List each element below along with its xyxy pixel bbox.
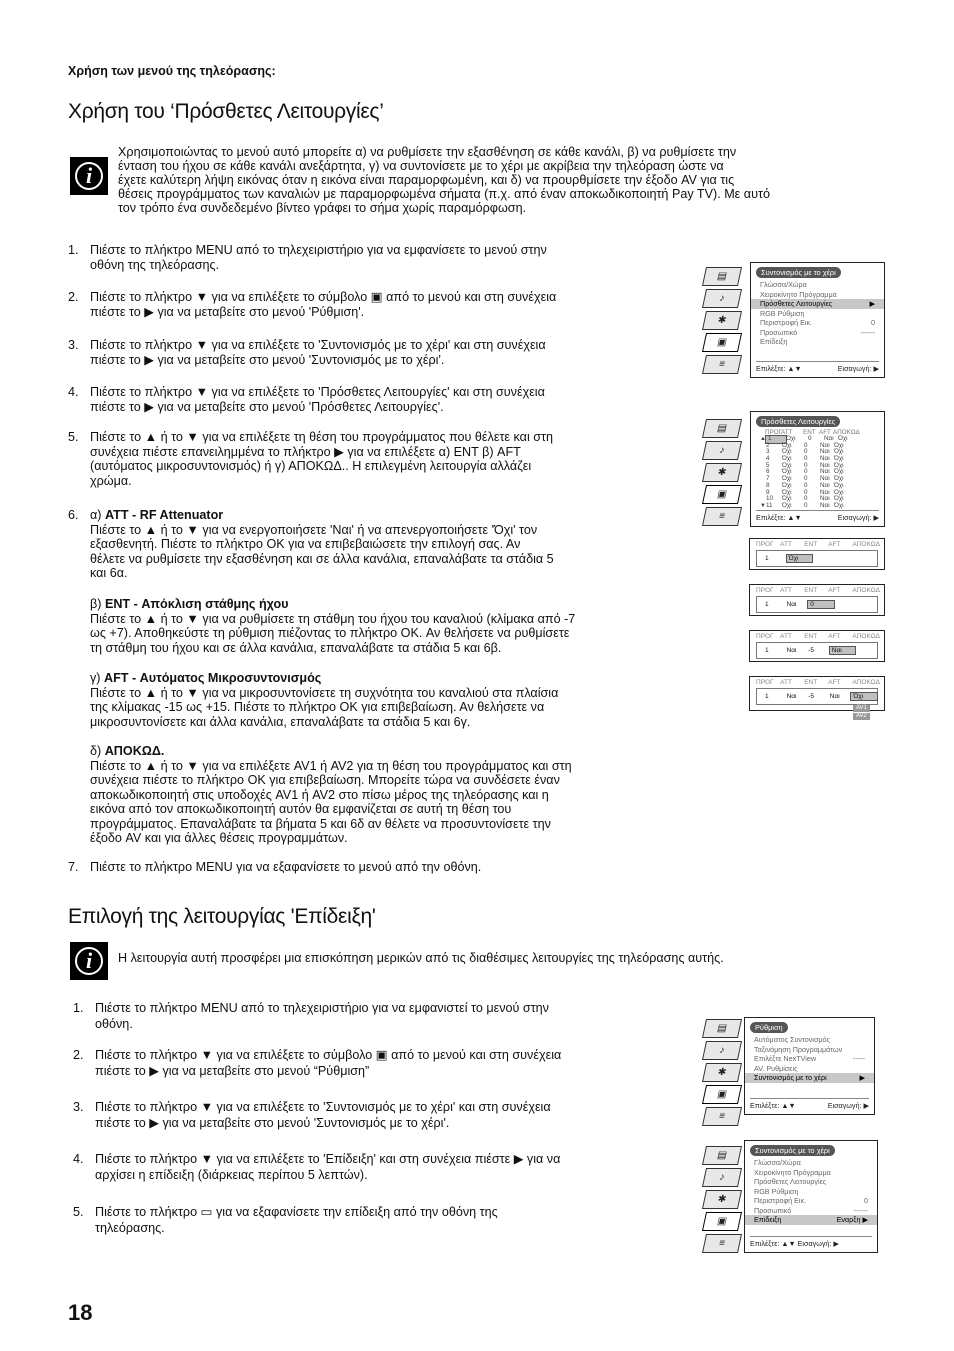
table-cell: Όχι — [782, 475, 792, 483]
menu-footer: Επιλέξτε: ▲▼ Εισαγωγή: ▶ — [750, 1098, 869, 1110]
table-cell: Όχι — [834, 441, 844, 449]
menu-item-value: ----- — [853, 1054, 865, 1063]
strip-cell: Ναι — [786, 647, 797, 654]
table-cell: 0 — [804, 501, 808, 509]
info-icon-2: i — [70, 942, 108, 980]
table-cell: 0 — [804, 488, 808, 496]
table-cell: 1 — [766, 436, 786, 443]
strip-header — [750, 585, 884, 594]
table-cell: Όχι — [782, 468, 792, 476]
intro-line: θέσεις προγράμματος των καναλιών με παραμορφωμένα σήματα (π.χ. από έναν αποκωδικοποιητή Pay TV). Με αυτό — [118, 187, 770, 201]
step-text — [95, 1100, 683, 1131]
menu-item — [751, 337, 884, 347]
table-cell: Ναι — [820, 455, 830, 463]
step-line: αρχίσει η επίδειξη (διάρκειας περίπου 5 λεπτών). — [95, 1167, 368, 1182]
menu-item — [745, 1054, 874, 1064]
table-cell: 0 — [804, 481, 808, 489]
info-icon: i — [70, 157, 108, 195]
program-table — [751, 429, 884, 510]
table-row — [751, 449, 884, 456]
strip-cell: 0 — [808, 601, 834, 608]
step-line: πιέστε το ▶ για να μεταβείτε στο μενού 'Πρόσθετες Λειτουργίες'. — [90, 399, 444, 414]
step-line: Πιέστε το πλήκτρο ▼ για να επιλέξετε το σύμβολο ▣ από το μενού και στη συνέχεια — [95, 1048, 562, 1062]
sound-icon: ♪ — [702, 441, 742, 460]
strip-cell: Ναι — [829, 693, 840, 700]
column-header: AFT — [819, 429, 831, 436]
step-number: 4. — [68, 385, 79, 399]
menu-panel — [744, 1017, 875, 1115]
table-cell: Ναι — [820, 488, 830, 496]
menu-item — [751, 309, 884, 319]
menu-item — [751, 290, 884, 300]
substep-title: ENT - Απόκλιση στάθμης ήχου — [104, 597, 289, 611]
step-line: πιέστε το ▶ για να μεταβείτε στο μενού 'Συντονισμός με το χέρι'. — [90, 352, 445, 367]
picture-icon: ▤ — [702, 1146, 742, 1165]
step-line: οθόνη της τηλεόρασης. — [90, 257, 220, 272]
menu-item-label: Χειροκίνητο Πρόγραμμα — [760, 289, 837, 299]
menu-item — [751, 280, 884, 290]
table-cell: Ναι — [820, 468, 830, 476]
menu-item-value: ▶ — [859, 1073, 865, 1082]
strip-dropdown-option: AV1 — [853, 705, 870, 712]
picture-icon: ▤ — [702, 419, 742, 438]
menu-item-label: Επιλέξτε NexTView — [754, 1054, 817, 1063]
table-cell: Ναι — [820, 481, 830, 489]
table-cell: Ναι — [820, 495, 830, 503]
table-row — [751, 469, 884, 476]
menu-items — [751, 280, 884, 347]
menu-items — [745, 1035, 874, 1083]
menu-item — [745, 1035, 874, 1045]
strip-column-header: ΑΠΟΚΩΔ — [852, 541, 880, 548]
step-text — [95, 1001, 683, 1032]
strip-column-header: ATT — [780, 587, 792, 594]
menu-title: Συντονισμός με το χέρι — [756, 267, 841, 278]
step-line: Πιέστε το πλήκτρο ▭ για να εξαφανίσετε την επίδειξη από την οθόνη της — [95, 1205, 498, 1219]
table-cell: Όχι — [782, 501, 792, 509]
page-number: 18 — [68, 1300, 93, 1325]
step-line: Πιέστε το ▲ ή το ▼ για να μικροσυντονίσετε τη συχνότητα του καναλιού στα πλαίσια — [90, 685, 559, 700]
step-line: πιέστε το ▶ για να μεταβείτε στο μενού “Ρύθμιση” — [95, 1063, 370, 1078]
program-strip — [749, 584, 885, 616]
strip-cell: 1 — [765, 647, 769, 654]
step-number: 3. — [68, 338, 79, 352]
strip-cell: Όχι — [851, 693, 877, 700]
menu-title: Συντονισμός με το χέρι — [750, 1145, 835, 1156]
strip-column-header: AFT — [828, 541, 841, 548]
teletext-icon: ≡ — [702, 355, 742, 374]
step-text — [90, 430, 693, 488]
menu-items — [745, 1158, 877, 1225]
strip-values — [756, 642, 878, 659]
menu-item-label: Πρόσθετες Λειτουργίες — [760, 299, 833, 308]
menu-title: Ρύθμιση — [750, 1022, 788, 1033]
step-line: πιέστε το ▶ για να μεταβείτε στο μενού 'Συντονισμός με το χέρι'. — [95, 1115, 450, 1130]
step-line: (αυτόματος μικροσυντονισμός) ή γ) ΑΠΟΚΩΔ.. Η επιλεγμένη λειτουργία αλλάζει — [90, 459, 532, 473]
substep-heading — [90, 671, 693, 686]
table-row — [751, 436, 884, 443]
table-cell: Όχι — [782, 495, 792, 503]
row-arrow-icon: ▲ — [760, 436, 766, 442]
table-cell: 0 — [808, 435, 812, 442]
menu-footer: Επιλέξτε: ▲▼ Εισαγωγή: ▶ — [756, 510, 879, 522]
menu-item — [745, 1196, 877, 1206]
step-line: χρώμα. — [90, 473, 132, 488]
table-cell: 3 — [766, 448, 770, 456]
sound-icon: ♪ — [702, 1168, 742, 1187]
section-2-intro: Η λειτουργία αυτή προσφέρει μια επισκόπηση μερικών από τις διαθέσιμες λειτουργίες της τηλεόρασης αυτής. — [118, 951, 724, 965]
substep-title: ATT - RF Attenuator — [104, 508, 224, 522]
substep-prefix: β) — [90, 597, 105, 611]
features-icon: ✱ — [702, 1190, 742, 1209]
setup-icon: ▣ — [702, 1212, 742, 1231]
strip-column-header: ΠΡΟΓ — [756, 587, 774, 594]
setup-icon: ▣ — [702, 1085, 742, 1104]
substep-prefix: α) — [90, 508, 105, 522]
step-line: προγράμματος. Επαναλάβατε τα βήματα 5 και 6δ αν θέλετε να προσυντονίσετε την — [90, 816, 551, 831]
menu-item-value: ▶ — [869, 299, 875, 308]
step-line: τηλεόρασης. — [95, 1220, 165, 1235]
step-line: Πιέστε το πλήκτρο ▼ για να επιλέξετε το 'Επίδειξη' και στη συνέχεια πιέστε ▶ για να — [95, 1152, 561, 1166]
menu-item-label: Γλώσσα/Χώρα — [760, 280, 807, 289]
sound-icon: ♪ — [702, 289, 742, 308]
table-cell: Ναι — [824, 435, 834, 442]
setup-icon: ▣ — [702, 485, 742, 504]
strip-column-header: ΑΠΟΚΩΔ — [852, 587, 880, 594]
menu-item — [745, 1045, 874, 1055]
step-line: θέλετε να ρυθμίσετε την εξασθένηση και σε άλλα κανάλια, επαναλάβατε τα στάδια 5 — [90, 551, 554, 566]
strip-header — [750, 539, 884, 548]
strip-column-header: ΠΡΟΓ — [756, 633, 774, 640]
menu-panel — [750, 262, 885, 378]
column-header: ATT — [781, 429, 793, 436]
strip-cell: Ναι — [830, 647, 856, 654]
strip-column-header: ATT — [780, 679, 792, 686]
step-line: Πιέστε το πλήκτρο ▼ για να επιλέξετε το 'Συντονισμός με το χέρι' και στη συνέχεια — [95, 1100, 551, 1114]
teletext-icon: ≡ — [702, 1234, 742, 1253]
strip-column-header: ΑΠΟΚΩΔ — [852, 679, 880, 686]
step-text — [95, 1152, 683, 1183]
strip-cell: 1 — [765, 693, 769, 700]
table-cell: Όχι — [834, 481, 844, 489]
strip-values — [756, 550, 878, 567]
step-line: Πιέστε το πλήκτρο ▼ για να επιλέξετε το 'Πρόσθετες Λειτουργίες' και στη συνέχεια — [90, 385, 545, 399]
menu-item — [745, 1177, 877, 1187]
substep-prefix: γ) — [90, 671, 104, 685]
strip-column-header: AFT — [828, 587, 841, 594]
strip-column-header: ΠΡΟΓ — [756, 679, 774, 686]
table-cell: 5 — [766, 461, 770, 469]
menu-item-value: 0 — [864, 1196, 868, 1205]
step-number: 1. — [68, 243, 79, 257]
step-text — [90, 860, 693, 875]
strip-cell: 1 — [765, 601, 769, 608]
step-text — [90, 243, 693, 272]
step-line: Πιέστε το πλήκτρο MENU από το τηλεχειριστήριο για να εμφανιστεί το μενού στην — [95, 1001, 549, 1015]
menu-item-label: Προσωπικό — [754, 1205, 792, 1215]
intro-line: τον τρόπο ένα συνδεδεμένο βίντεο γράφει το σήμα χωρίς παραμόρφωση. — [118, 201, 527, 215]
column-header: ENT — [803, 429, 816, 436]
program-strip — [749, 630, 885, 662]
substep-b — [90, 597, 693, 655]
table-row — [751, 456, 884, 463]
menu-item-label: Πρόσθετες Λειτουργίες — [754, 1177, 827, 1186]
picture-icon: ▤ — [702, 1019, 742, 1038]
menu-panel — [750, 411, 885, 527]
strip-header — [750, 631, 884, 640]
strip-cell: Όχι — [787, 555, 813, 562]
program-strip — [749, 676, 885, 719]
menu-item-label: Επίδειξη — [754, 1215, 782, 1224]
step-number: 2. — [68, 290, 79, 304]
strip-column-header: ENT — [804, 633, 818, 640]
menu-item-value: Εναρξη ▶ — [836, 1215, 868, 1224]
strip-column-header: ATT — [780, 633, 792, 640]
step-line: Πιέστε το ▲ ή το ▼ για να ρυθμίσετε τη στάθμη του ήχου του καναλιού (κλίμακα από -7 — [90, 611, 576, 626]
menu-item-label: RGB Ρύθμιση — [760, 308, 805, 318]
menu-item — [745, 1187, 877, 1197]
table-cell: Όχι — [834, 448, 844, 456]
menu-item-value: ------ — [860, 327, 875, 337]
table-cell: 0 — [804, 468, 808, 476]
table-cell: Όχι — [834, 501, 844, 509]
menu-item-label: Χειροκίνητο Πρόγραμμα — [754, 1167, 831, 1177]
table-cell: 7 — [766, 475, 770, 483]
table-row — [751, 503, 884, 510]
menu-item — [745, 1158, 877, 1168]
table-cell: Όχι — [782, 441, 792, 449]
section-2-title: Επιλογή της λειτουργίας 'Επίδειξη' — [68, 905, 376, 928]
menu-item — [745, 1064, 874, 1074]
strip-header — [750, 677, 884, 686]
menu-item — [745, 1168, 877, 1178]
step-text — [90, 385, 693, 414]
menu-item-label: RGB Ρύθμιση — [754, 1186, 799, 1196]
table-cell: Ναι — [820, 501, 830, 509]
step-line: μικροσυντονίσετε και άλλα κανάλια, επαναλάβατε τα στάδια 5 και 6γ. — [90, 714, 471, 729]
step-line: ως +7). Αποθηκεύστε τη ρύθμιση πιέζοντας το πλήκτρο OK. Αν θελήσετε να ρυθμίσετε — [90, 626, 570, 640]
substep-a — [90, 508, 693, 581]
features-icon: ✱ — [702, 463, 742, 482]
step-text — [95, 1205, 683, 1236]
step-line: εικόνα από τον αποκωδικοποιητή αυτόν θα εμφανίζεται σε αυτή τη θέση του — [90, 802, 512, 816]
step-line: συνέχεια πιέστε επανειλημμένα το πλήκτρο ▶ για να επιλέξετε α) ENT β) AFT — [90, 444, 521, 459]
step-text — [95, 1048, 683, 1079]
table-cell: 0 — [804, 475, 808, 483]
menu-item-label: Γλώσσα/Χώρα — [754, 1158, 801, 1167]
step-line: οθόνη. — [95, 1016, 133, 1031]
menu-item — [751, 328, 884, 338]
strip-values — [756, 596, 878, 613]
step-line: Πιέστε το ▲ ή το ▼ για να επιλέξετε τη θέση του προγράμματος που θέλετε και στη — [90, 430, 554, 444]
step-line: Πιέστε το πλήκτρο MENU από το τηλεχειριστήριο για να εμφανίσετε το μενού στην — [90, 243, 547, 257]
menu-item-label: Περιστροφή Εικ. — [760, 318, 813, 327]
table-cell: Όχι — [834, 495, 844, 503]
step-line: Πιέστε το ▲ ή το ▼ για να ενεργοποιήσετε 'Ναι' ή να απενεργοποιήσετε 'Όχι' τον — [90, 522, 538, 537]
table-cell: Ναι — [820, 475, 830, 483]
strip-column-header: ENT — [804, 587, 818, 594]
step-number: 4. — [73, 1152, 84, 1166]
menu-item-label: Ταξινόμηση Προγραμμάτων — [754, 1044, 843, 1054]
intro-line: έχετε καλύτερη λήψη εικόνας όταν η εικόνα είναι παραμορφωμένη, και δ) να προυρθμίσετε την έξοδο AV για τις — [118, 173, 735, 187]
strip-cell: Ναι — [786, 601, 797, 608]
features-icon: ✱ — [702, 311, 742, 330]
table-cell: Όχι — [786, 435, 796, 442]
menu-item-label: Περιστροφή Εικ. — [754, 1196, 807, 1205]
table-cell: 0 — [804, 441, 808, 449]
table-cell: Όχι — [782, 488, 792, 496]
strip-column-header: AFT — [828, 633, 841, 640]
column-header: ΑΠΟΚΩΔ — [833, 429, 860, 436]
step-line: Πιέστε το ▲ ή το ▼ για να επιλέξετε AV1 ή AV2 για τη θέση του προγράμματος και στη — [90, 758, 572, 773]
menu-item-value: 0 — [871, 318, 875, 327]
substep-d — [90, 744, 693, 846]
strip-column-header: ΠΡΟΓ — [756, 541, 774, 548]
strip-cell: -5 — [808, 647, 814, 654]
strip-column-header: AFT — [828, 679, 841, 686]
table-cell: Όχι — [782, 481, 792, 489]
menu-item — [745, 1215, 877, 1225]
table-cell: Όχι — [838, 435, 848, 442]
step-line: τη στάθμη του ήχου και σε άλλα κανάλια, επαναλάβατε τα στάδια 5 και 6β. — [90, 640, 502, 655]
menu-footer: Επιλέξτε: ▲▼ Εισαγωγή: ▶ — [750, 1236, 872, 1248]
step-line: της κλίμακας -15 ως +15. Πιέστε το πλήκτρο OK για επιβεβαίωση. Αν θελήσετε να — [90, 700, 545, 714]
program-strip — [749, 538, 885, 570]
step-line: αποκωδικοποιητή στις υποδοχές AV1 ή AV2 στο πίσω μέρος της τηλεόρασης και η — [90, 787, 549, 802]
step-line: Πιέστε το πλήκτρο ▼ για να επιλέξετε το σύμβολο ▣ από το μενού και στη συνέχεια — [90, 290, 557, 304]
step-number: 3. — [73, 1100, 84, 1114]
strip-column-header: ΑΠΟΚΩΔ — [852, 633, 880, 640]
step-line: Πιέστε το πλήκτρο MENU για να εξαφανίσετε το μενού από την οθόνη. — [90, 860, 482, 874]
strip-cell: Ναι — [786, 693, 797, 700]
features-icon: ✱ — [702, 1063, 742, 1082]
table-cell: Όχι — [782, 448, 792, 456]
table-row — [751, 476, 884, 483]
menu-item-label: Συντονισμός με το χέρι — [754, 1073, 827, 1082]
menu-item — [751, 299, 884, 309]
picture-icon: ▤ — [702, 267, 742, 286]
strip-dropdown-option: AV2 — [853, 713, 870, 720]
step-number: 2. — [73, 1048, 84, 1062]
table-row — [751, 483, 884, 490]
table-cell: 0 — [804, 461, 808, 469]
strip-values — [756, 688, 878, 705]
step-line: Πιέστε το πλήκτρο ▼ για να επιλέξετε το 'Συντονισμός με το χέρι' και στη συνέχεια — [90, 338, 546, 352]
step-number: 5. — [68, 430, 79, 444]
substep-c — [90, 671, 693, 729]
menu-footer: Επιλέξτε: ▲▼ Εισαγωγή: ▶ — [756, 361, 879, 373]
menu-item-label: Αυτόματος Συντονισμός — [754, 1035, 830, 1044]
step-line: και 6α. — [90, 566, 128, 580]
table-cell: Όχι — [834, 455, 844, 463]
menu-item — [745, 1206, 877, 1216]
step-text — [90, 338, 693, 367]
column-header: ΠΡΟΓ — [765, 429, 783, 436]
section-1-intro — [118, 145, 888, 215]
strip-column-header: ENT — [804, 679, 818, 686]
intro-line: Χρησιμοποιώντας το μενού αυτό μπορείτε α) να ρυθμίσετε την εξασθένηση σε κάθε κανάλι, β) να ρυθμίσετε την — [118, 145, 737, 159]
table-cell: Ναι — [820, 461, 830, 469]
menu-title: Πρόσθετες Λειτουργίες — [756, 416, 840, 427]
table-cell: 4 — [766, 455, 770, 463]
intro-line: ένταση του ήχου σε κάθε κανάλι ανεξάρτητα, γ) να συντονίσετε με το χέρι με ακρίβεια την τηλεόραση ώστε να — [118, 159, 724, 173]
substep-heading — [90, 597, 693, 612]
table-cell: 0 — [804, 495, 808, 503]
table-cell: 10 — [766, 495, 774, 503]
table-cell: Όχι — [782, 461, 792, 469]
strip-column-header: ATT — [780, 541, 792, 548]
table-row — [751, 463, 884, 470]
menu-panel — [744, 1140, 878, 1253]
menu-item-label: AV. Ρυθμίσεις — [754, 1063, 798, 1073]
teletext-icon: ≡ — [702, 507, 742, 526]
step-number: 7. — [68, 860, 79, 874]
row-arrow-icon: ▼ — [760, 502, 766, 509]
table-row — [751, 443, 884, 450]
table-cell: 9 — [766, 488, 770, 496]
table-cell: Όχι — [834, 461, 844, 469]
table-cell: Όχι — [834, 475, 844, 483]
table-cell: 6 — [766, 468, 770, 476]
strip-cell: 1 — [765, 555, 769, 562]
table-cell: Όχι — [782, 455, 792, 463]
table-cell: Όχι — [834, 468, 844, 476]
substep-prefix: δ) — [90, 744, 105, 758]
menu-item-value: ------ — [853, 1205, 868, 1215]
strip-column-header: ENT — [804, 541, 818, 548]
step-number: 6. — [68, 508, 79, 522]
setup-icon: ▣ — [702, 333, 742, 352]
running-header: Χρήση των μενού της τηλεόρασης: — [68, 64, 276, 78]
menu-item — [745, 1073, 874, 1083]
sound-icon: ♪ — [702, 1041, 742, 1060]
step-text — [90, 290, 693, 319]
menu-item-label: Προσωπικό — [760, 327, 798, 337]
step-line: εξασθενητή. Πιέστε το πλήκτρο OK για να επιβεβαιώσετε την επιλογή σας. Αν — [90, 537, 521, 551]
step-number: 1. — [73, 1001, 84, 1015]
table-cell: Όχι — [834, 488, 844, 496]
substep-title: AFT - Αυτόματος Μικροσυντονισμός — [104, 671, 322, 685]
menu-item-label: Επίδειξη — [760, 337, 788, 346]
table-cell: 0 — [804, 448, 808, 456]
table-cell: Ναι — [820, 448, 830, 456]
substep-title: ΑΠΟΚΩΔ. — [104, 744, 165, 758]
table-cell: Ναι — [820, 441, 830, 449]
step-line: πιέστε το ▶ για να μεταβείτε στο μενού 'Ρύθμιση'. — [90, 304, 365, 319]
step-line: συνέχεια πιέστε το πλήκτρο OK για επιβεβαίωση. Μπορείτε τώρα να συνδέσετε έναν — [90, 773, 560, 787]
step-line: έξοδο AV και για άλλες θέσεις προγραμμάτων. — [90, 831, 348, 845]
substep-heading — [90, 744, 693, 759]
substep-heading — [90, 508, 693, 523]
step-number: 5. — [73, 1205, 84, 1219]
strip-cell: -5 — [808, 693, 814, 700]
menu-item — [751, 318, 884, 328]
teletext-icon: ≡ — [702, 1107, 742, 1126]
table-cell: 11 — [766, 501, 773, 509]
table-cell: 2 — [766, 441, 770, 449]
section-1-title: Χρήση του ‘Πρόσθετες Λειτουργίες’ — [68, 100, 384, 123]
table-cell: 8 — [766, 481, 770, 489]
table-cell: 0 — [804, 455, 808, 463]
